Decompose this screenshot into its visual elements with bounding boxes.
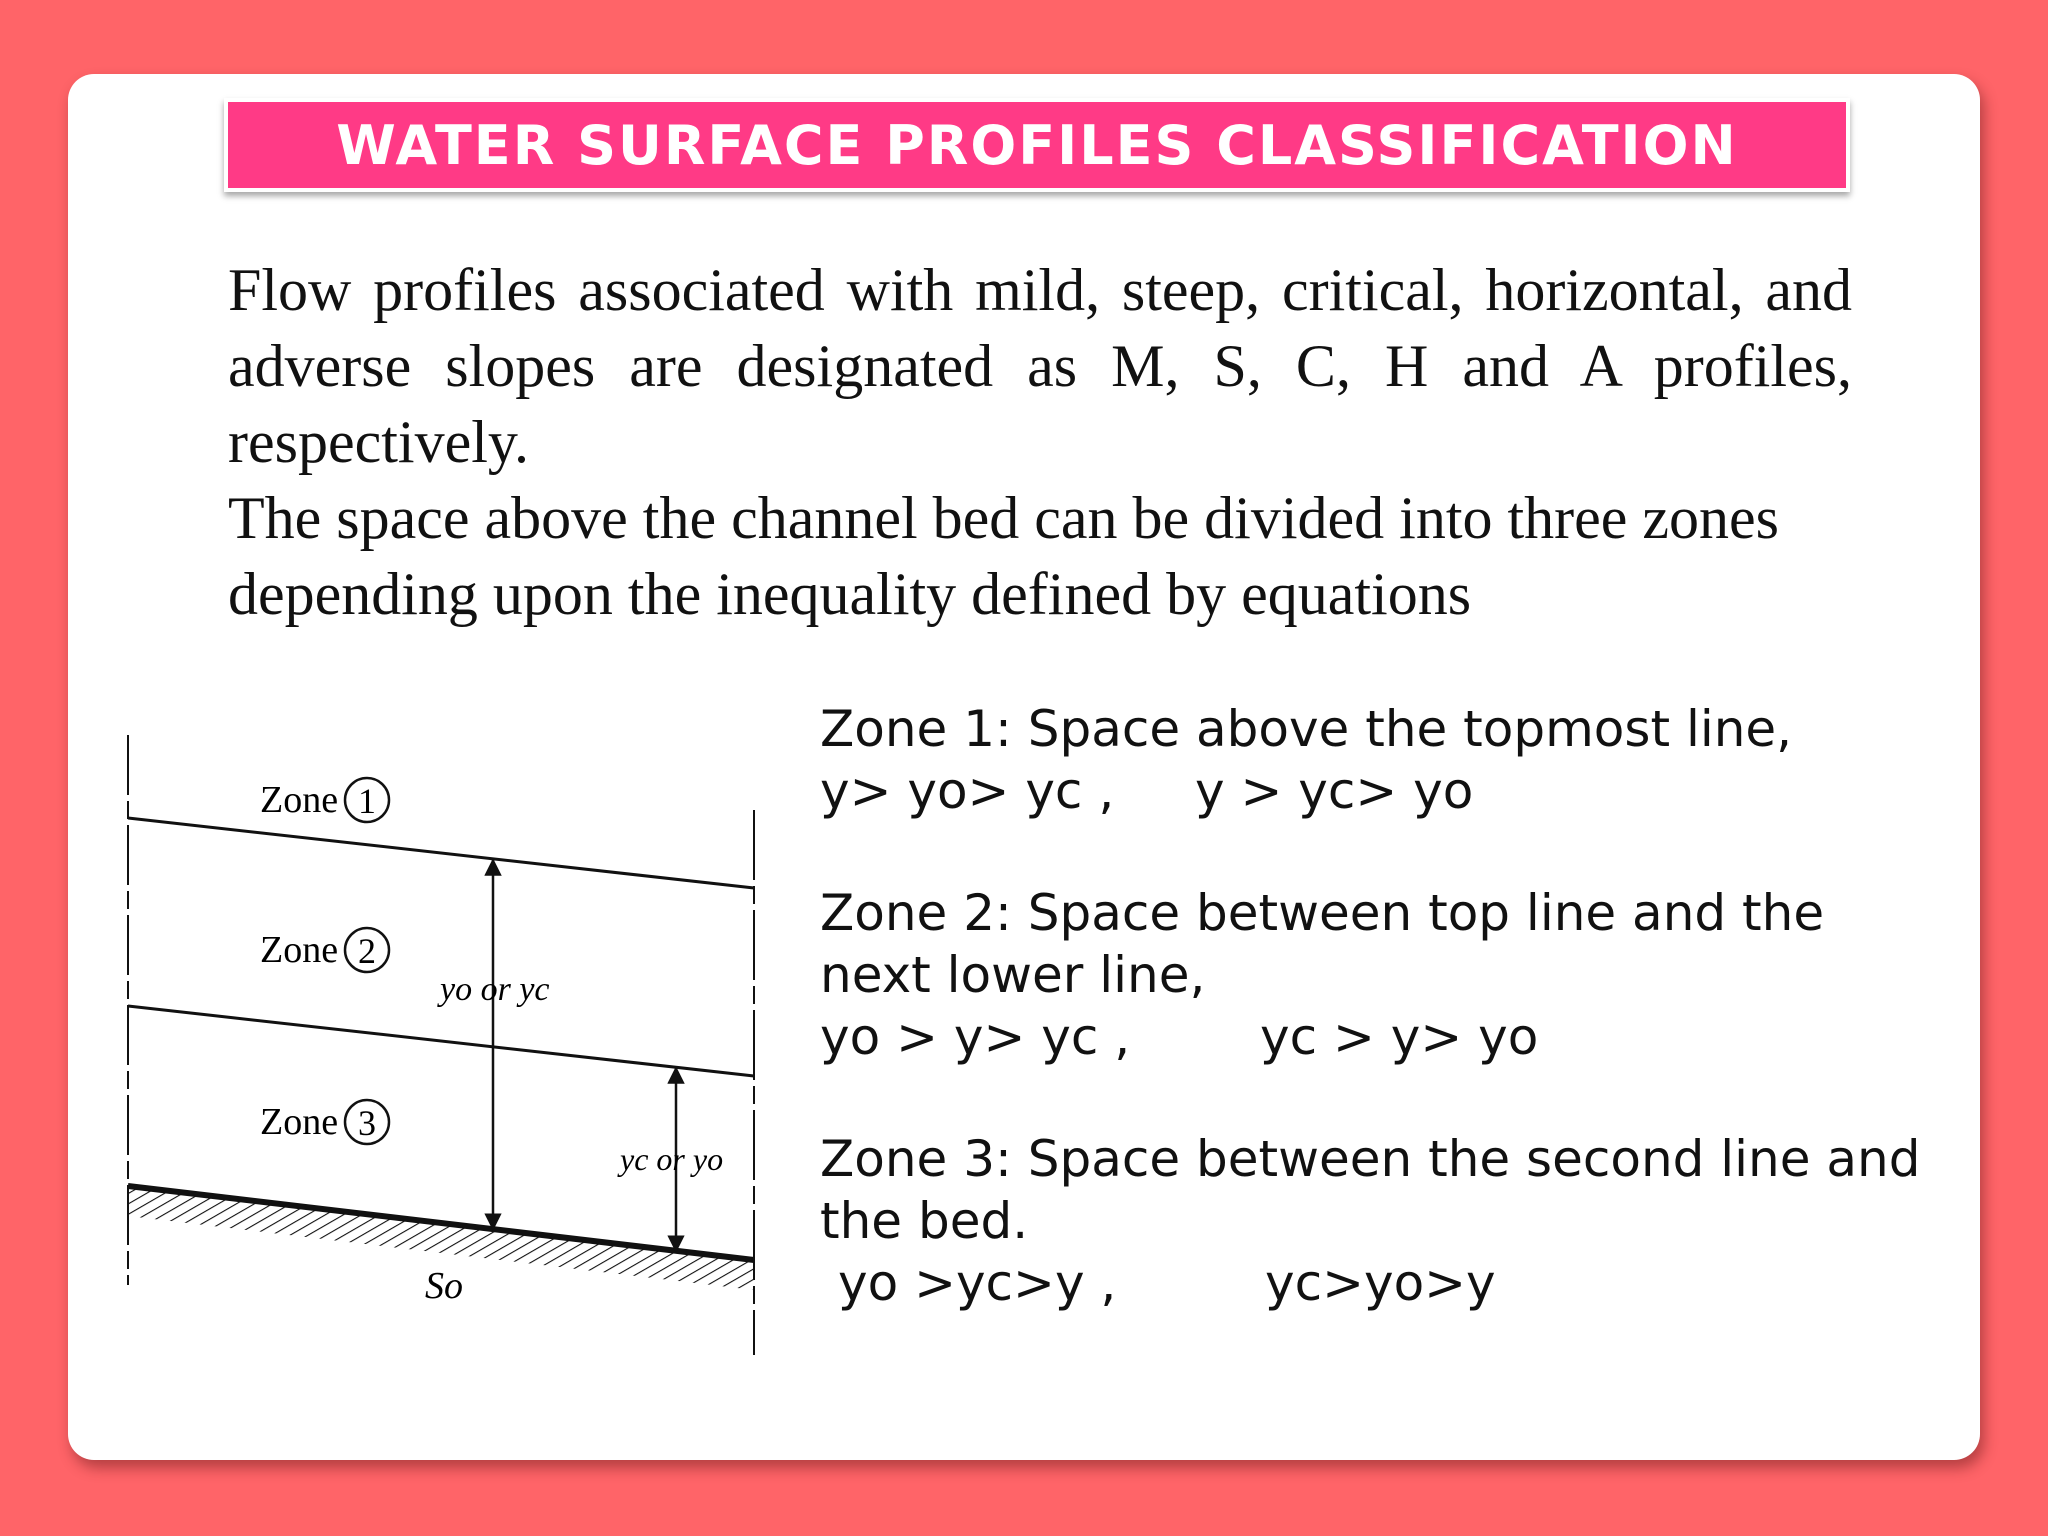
zone2-equations [820, 1006, 2000, 1068]
zone3-label: Zone [260, 1101, 339, 1143]
normal-depth-label: yo or yc [440, 971, 550, 1008]
zone2-number: 2 [358, 931, 376, 971]
zone1-description: Zone 1: Space above the topmost line, [820, 700, 1793, 758]
slope-label: So [425, 1265, 463, 1307]
zones-diagram [120, 730, 780, 1370]
intro-text [228, 252, 1852, 632]
zone3-equations [820, 1252, 2000, 1314]
slide-title: WATER SURFACE PROFILES CLASSIFICATION [224, 98, 1850, 192]
zone3-inequality-b: yc>yo>y [1265, 1254, 1496, 1312]
zone2-label: Zone [260, 929, 339, 971]
zone3-block [820, 1128, 2000, 1314]
zone1-block [820, 698, 2000, 822]
zone2-description: Zone 2: Space between top line and the next lower line, [820, 884, 1825, 1004]
middle-line [128, 1006, 754, 1076]
zone3-description: Zone 3: Space between the second line and the bed. [820, 1130, 1921, 1250]
zone1-inequality-a: y> yo> yc , [820, 762, 1115, 820]
zone1-equations [820, 760, 2000, 822]
zone1-inequality-b: y > yc> yo [1195, 762, 1474, 820]
intro-paragraph-2: The space above the channel bed can be divided into three zones depending upon the inequality defined by equations [228, 485, 1780, 627]
top-line [128, 818, 754, 888]
zone2-inequality-b: yc > y> yo [1260, 1008, 1539, 1066]
zone1-number: 1 [358, 781, 376, 821]
zone1-label: Zone [260, 779, 339, 821]
critical-depth-label: yc or yo [620, 1141, 724, 1177]
intro-paragraph-1: Flow profiles associated with mild, steep, critical, horizontal, and adverse slopes are designated as M, S, C, H and A profiles, respectively. [228, 257, 1852, 475]
zone3-inequality-a: yo >yc>y , [838, 1254, 1117, 1312]
zone2-inequality-a: yo > y> yc , [820, 1008, 1131, 1066]
zone3-number: 3 [358, 1103, 376, 1143]
zone2-block [820, 882, 2000, 1068]
